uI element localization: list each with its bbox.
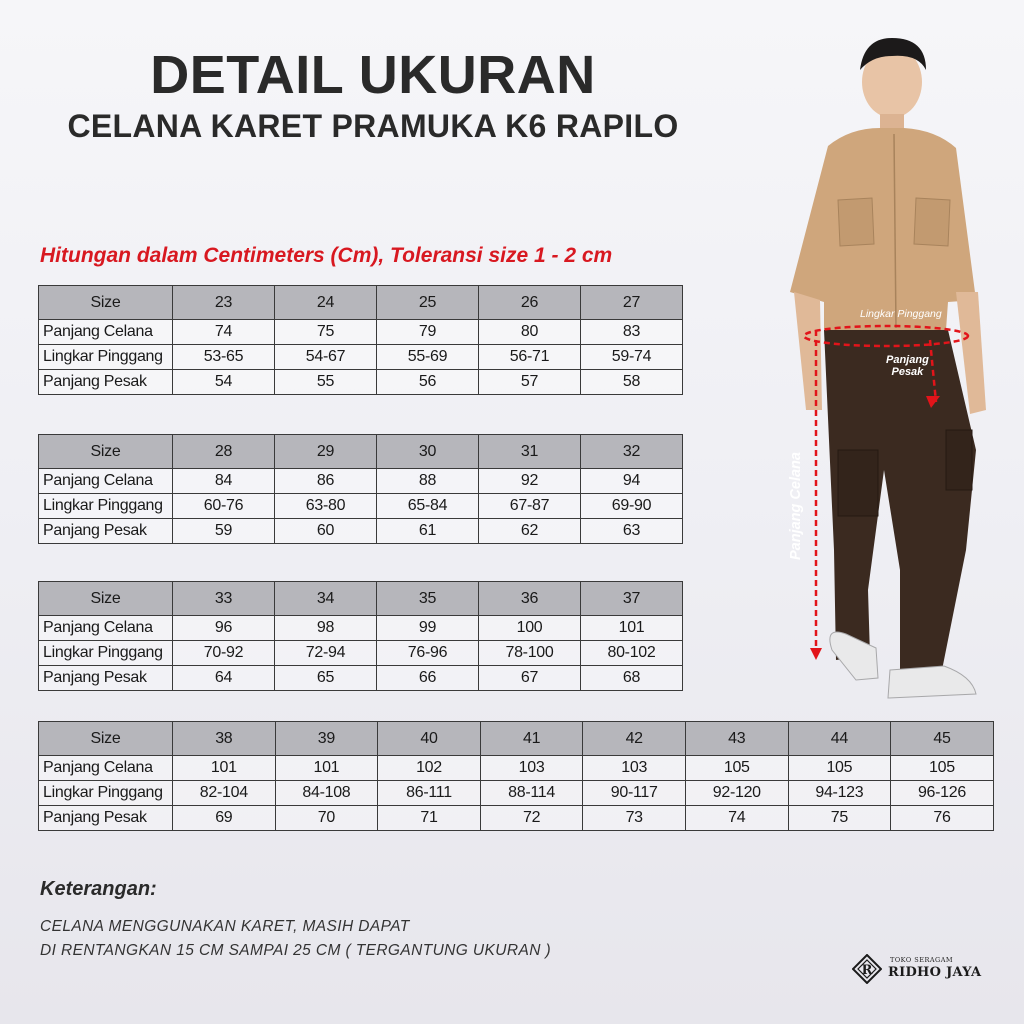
size-header-cell: 27 (581, 286, 683, 320)
size-header-cell: 31 (479, 435, 581, 469)
table-cell: 102 (378, 756, 481, 781)
store-logo (852, 952, 982, 986)
table-cell: 74 (685, 806, 788, 831)
table-cell: 72-94 (275, 641, 377, 666)
table-cell: 86 (275, 469, 377, 494)
length-label: Panjang Celana (788, 452, 804, 560)
row-label: Lingkar Pinggang (39, 641, 173, 666)
size-header-cell: 23 (173, 286, 275, 320)
size-table-3 (38, 581, 683, 691)
measurement-note: Hitungan dalam Centimeters (Cm), Toleransi size 1 - 2 cm (40, 244, 613, 267)
table-cell: 56 (377, 370, 479, 395)
crotch-row (39, 666, 683, 691)
table-cell: 76 (891, 806, 994, 831)
row-label: Lingkar Pinggang (39, 781, 173, 806)
waist-label: Lingkar Pinggang (860, 308, 942, 320)
size-header-cell: 43 (685, 722, 788, 756)
table-cell: 84 (173, 469, 275, 494)
table-cell: 80-102 (581, 641, 683, 666)
table-cell: 76-96 (377, 641, 479, 666)
table-cell: 56-71 (479, 345, 581, 370)
table-cell: 105 (788, 756, 891, 781)
crotch-row (39, 370, 683, 395)
size-header-cell: 36 (479, 582, 581, 616)
table-cell: 82-104 (173, 781, 276, 806)
table-cell: 88 (377, 469, 479, 494)
table-cell: 80 (479, 320, 581, 345)
model-arm-left (794, 292, 822, 410)
size-header-cell: 24 (275, 286, 377, 320)
table-cell: 100 (479, 616, 581, 641)
row-label: Panjang Pesak (39, 806, 173, 831)
table-cell: 68 (581, 666, 683, 691)
pants-cargo-pocket-left (838, 450, 878, 516)
notes-line-1: CELANA MENGGUNAKAN KARET, MASIH DAPAT (40, 918, 410, 935)
waist-row (39, 345, 683, 370)
table-cell: 88-114 (480, 781, 583, 806)
table-cell: 67-87 (479, 494, 581, 519)
row-label: Panjang Celana (39, 469, 173, 494)
waist-row (39, 781, 994, 806)
size-row (39, 582, 683, 616)
table-cell: 65 (275, 666, 377, 691)
table-cell: 71 (378, 806, 481, 831)
table-cell: 54-67 (275, 345, 377, 370)
table-cell: 101 (275, 756, 378, 781)
table-cell: 86-111 (378, 781, 481, 806)
table-cell: 101 (173, 756, 276, 781)
table-cell: 94 (581, 469, 683, 494)
size-header-cell: 42 (583, 722, 686, 756)
table-cell: 98 (275, 616, 377, 641)
table-cell: 92-120 (685, 781, 788, 806)
model-shoe-right (888, 666, 976, 698)
logo-emblem-icon (852, 954, 882, 984)
waist-row (39, 641, 683, 666)
size-header-cell: 45 (891, 722, 994, 756)
length-row (39, 469, 683, 494)
table-cell: 96 (173, 616, 275, 641)
row-label: Panjang Pesak (39, 666, 173, 691)
row-label: Size (39, 286, 173, 320)
crotch-row (39, 519, 683, 544)
waist-row (39, 494, 683, 519)
size-header-cell: 41 (480, 722, 583, 756)
table-cell: 64 (173, 666, 275, 691)
size-table-4 (38, 721, 994, 831)
table-cell: 67 (479, 666, 581, 691)
table-cell: 63 (581, 519, 683, 544)
table-cell: 55 (275, 370, 377, 395)
size-row (39, 722, 994, 756)
table-cell: 69-90 (581, 494, 683, 519)
table-cell: 65-84 (377, 494, 479, 519)
table-cell: 59 (173, 519, 275, 544)
table-cell: 61 (377, 519, 479, 544)
length-row (39, 616, 683, 641)
crotch-label-line2: Pesak (891, 366, 924, 378)
row-label: Lingkar Pinggang (39, 345, 173, 370)
table-cell: 74 (173, 320, 275, 345)
notes-title: Keterangan: (40, 878, 157, 900)
table-cell: 59-74 (581, 345, 683, 370)
row-label: Size (39, 582, 173, 616)
page-title: DETAIL UKURAN (150, 45, 596, 105)
table-cell: 105 (891, 756, 994, 781)
row-label: Panjang Pesak (39, 519, 173, 544)
size-table-2 (38, 434, 683, 544)
notes-line-2: DI RENTANGKAN 15 CM SAMPAI 25 CM ( TERGANTUNG UKURAN ) (40, 942, 552, 959)
table-cell: 70-92 (173, 641, 275, 666)
crotch-label (886, 354, 929, 378)
table-cell: 99 (377, 616, 479, 641)
row-label: Panjang Celana (39, 320, 173, 345)
size-header-cell: 40 (378, 722, 481, 756)
size-table-1 (38, 285, 683, 395)
table-cell: 75 (788, 806, 891, 831)
row-label: Panjang Celana (39, 616, 173, 641)
size-header-cell: 29 (275, 435, 377, 469)
shirt-pocket-left (838, 198, 874, 246)
size-row (39, 435, 683, 469)
length-row (39, 756, 994, 781)
row-label: Panjang Pesak (39, 370, 173, 395)
pants-cargo-pocket-right (946, 430, 972, 490)
table-cell: 70 (275, 806, 378, 831)
table-cell: 105 (685, 756, 788, 781)
table-cell: 101 (581, 616, 683, 641)
row-label: Panjang Celana (39, 756, 173, 781)
table-cell: 75 (275, 320, 377, 345)
table-cell: 83 (581, 320, 683, 345)
table-cell: 60-76 (173, 494, 275, 519)
table-cell: 103 (583, 756, 686, 781)
length-row (39, 320, 683, 345)
size-header-cell: 44 (788, 722, 891, 756)
table-cell: 69 (173, 806, 276, 831)
table-cell: 78-100 (479, 641, 581, 666)
shirt-pocket-right (914, 198, 950, 246)
table-cell: 72 (480, 806, 583, 831)
table-cell: 54 (173, 370, 275, 395)
table-cell: 55-69 (377, 345, 479, 370)
table-cell: 58 (581, 370, 683, 395)
size-header-cell: 28 (173, 435, 275, 469)
table-cell: 73 (583, 806, 686, 831)
table-cell: 53-65 (173, 345, 275, 370)
size-row (39, 286, 683, 320)
model-shoe-left (830, 632, 878, 680)
size-header-cell: 37 (581, 582, 683, 616)
size-header-cell: 30 (377, 435, 479, 469)
size-header-cell: 39 (275, 722, 378, 756)
size-header-cell: 38 (173, 722, 276, 756)
size-header-cell: 35 (377, 582, 479, 616)
table-cell: 94-123 (788, 781, 891, 806)
table-cell: 79 (377, 320, 479, 345)
table-cell: 96-126 (891, 781, 994, 806)
size-header-cell: 25 (377, 286, 479, 320)
size-header-cell: 32 (581, 435, 683, 469)
table-cell: 90-117 (583, 781, 686, 806)
table-cell: 63-80 (275, 494, 377, 519)
svg-text:R: R (861, 963, 873, 978)
table-cell: 62 (479, 519, 581, 544)
row-label: Lingkar Pinggang (39, 494, 173, 519)
size-header-cell: 34 (275, 582, 377, 616)
size-header-cell: 26 (479, 286, 581, 320)
size-header-cell: 33 (173, 582, 275, 616)
table-cell: 92 (479, 469, 581, 494)
row-label: Size (39, 435, 173, 469)
crotch-row (39, 806, 994, 831)
table-cell: 103 (480, 756, 583, 781)
table-cell: 60 (275, 519, 377, 544)
table-cell: 84-108 (275, 781, 378, 806)
logo-small-text: TOKO SERAGAM (890, 956, 954, 964)
table-cell: 66 (377, 666, 479, 691)
crotch-label-line1: Panjang (886, 354, 929, 366)
logo-brand-name: RIDHO JAYA (888, 965, 982, 980)
table-cell: 57 (479, 370, 581, 395)
page-subtitle: CELANA KARET PRAMUKA K6 RAPILO (67, 108, 679, 144)
row-label: Size (39, 722, 173, 756)
